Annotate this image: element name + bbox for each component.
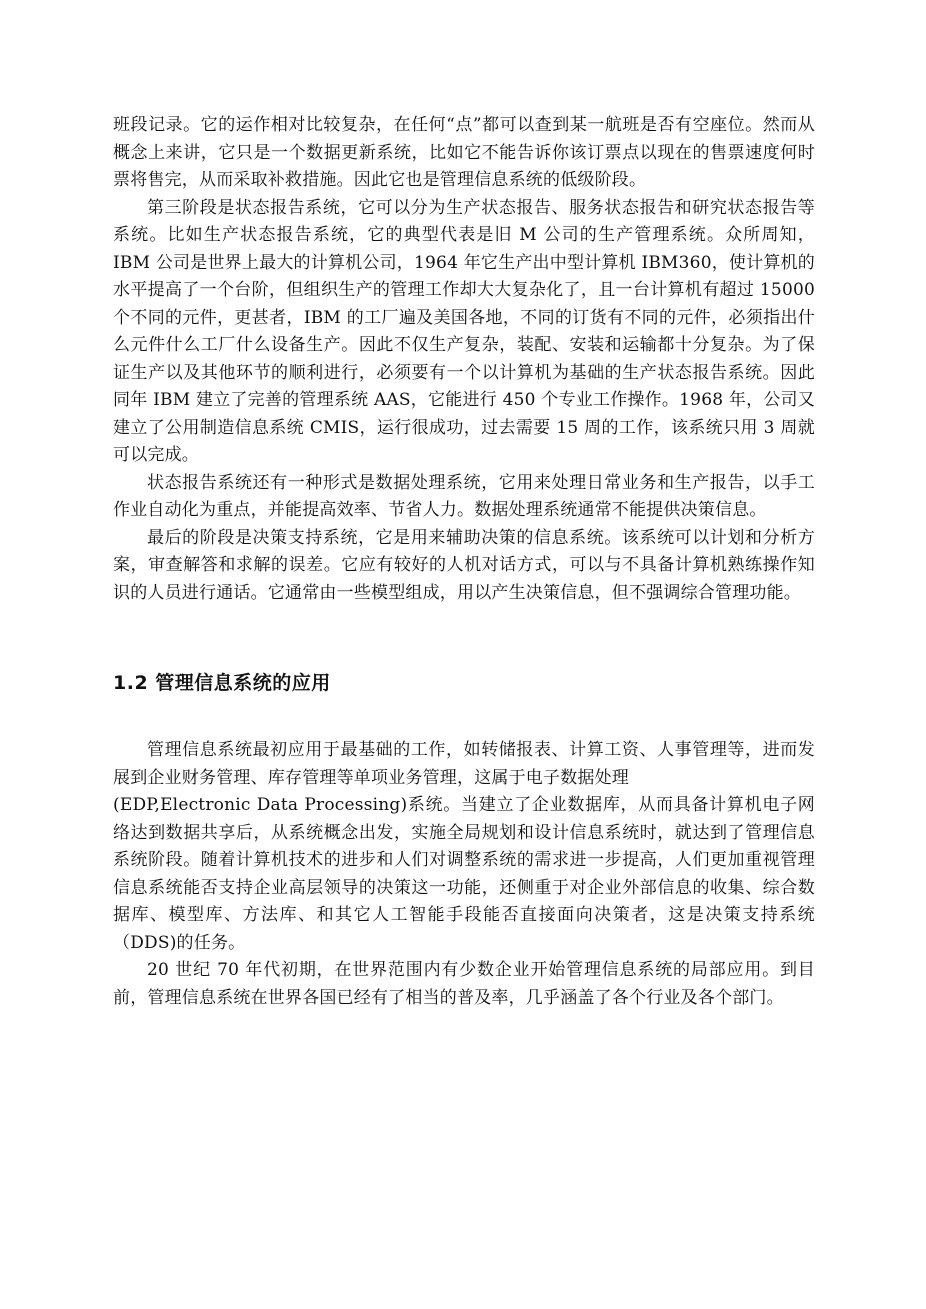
section-spacer: [113, 607, 815, 670]
document-page: [113, 112, 821, 1012]
paragraph-status-report: 第三阶段是状态报告系统，它可以分为生产状态报告、服务状态报告和研究状态报告等系统。比如生产状态报告系统，它的典型代表是旧 M 公司的生产管理系统。众所周知，IBM 公司是世界上最大的计算机公司，1964 年它生产出中型计算机 IBM360，使计算机的水平提高了一个台阶，但组织生产的管理工作却大大复杂化了，且一台计算机有超过 15000 个不同的元件，更甚者，IBM 的工厂遍及美国各地，不同的订货有不同的元件，必须指出什么元件什么工厂什么设备生产。因此不仅生产复杂，装配、安装和运输都十分复杂。为了保证生产以及其他环节的顺利进行，必须要有一个以计算机为基础的生产状态报告系统。因此同年 IBM 建立了完善的管理系统 AAS，它能进行 450 个专业工作操作。1968 年，公司又建立了公用制造信息系统 CMIS，运行很成功，过去需要 15 周的工作，该系统只用 3 周就可以完成。: [113, 197, 821, 465]
paragraph-mis-application-intro: 管理信息系统最初应用于最基础的工作，如转储报表、计算工资、人事管理等，进而发展到企业财务管理、库存管理等单项业务管理，这属于电子数据处理: [113, 740, 815, 788]
paragraph-flight-booking: 班段记录。它的运作相对比较复杂，在任何“点”都可以查到某一航班是否有空座位。然而从概念上来讲，它只是一个数据更新系统，比如它不能告诉你该订票点以现在的售票速度何时票将售完，从而采取补救措施。因此它也是管理信息系统的低级阶段。: [113, 115, 815, 190]
paragraph-data-processing: 状态报告系统还有一种形式是数据处理系统，它用来处理日常业务和生产报告，以手工作业自动化为重点，并能提高效率、节省人力。数据处理系统通常不能提供决策信息。: [113, 472, 815, 520]
paragraph-1970s: 20 世纪 70 年代初期，在世界范围内有少数企业开始管理信息系统的局部应用。到目前，管理信息系统在世界各国已经有了相当的普及率，几乎涵盖了各个行业及各个部门。: [113, 960, 815, 1008]
heading-spacer: [113, 696, 815, 737]
paragraph-edp: (EDP,Electronic Data Processing)系统。当建立了企业数据库，从而具备计算机电子网络达到数据共享后，从系统概念出发，实施全局规划和设计信息系统时，就达到了管理信息系统阶段。随着计算机技术的进步和人们对调整系统的需求进一步提高，人们更加重视管理信息系统能否支持企业高层领导的决策这一功能，还侧重于对企业外部信息的收集、综合数据库、模型库、方法库、和其它人工智能手段能否直接面向决策者，这是决策支持系统（DDS)的任务。: [113, 795, 815, 953]
paragraph-decision-support: 最后的阶段是决策支持系统，它是用来辅助决策的信息系统。该系统可以计划和分析方案，审查解答和求解的误差。它应有较好的人机对话方式，可以与不具备计算机熟练操作知识的人员进行通话。它通常由一些模型组成，用以产生决策信息，但不强调综合管理功能。: [113, 527, 815, 603]
section-heading: 1.2 管理信息系统的应用: [113, 672, 331, 694]
